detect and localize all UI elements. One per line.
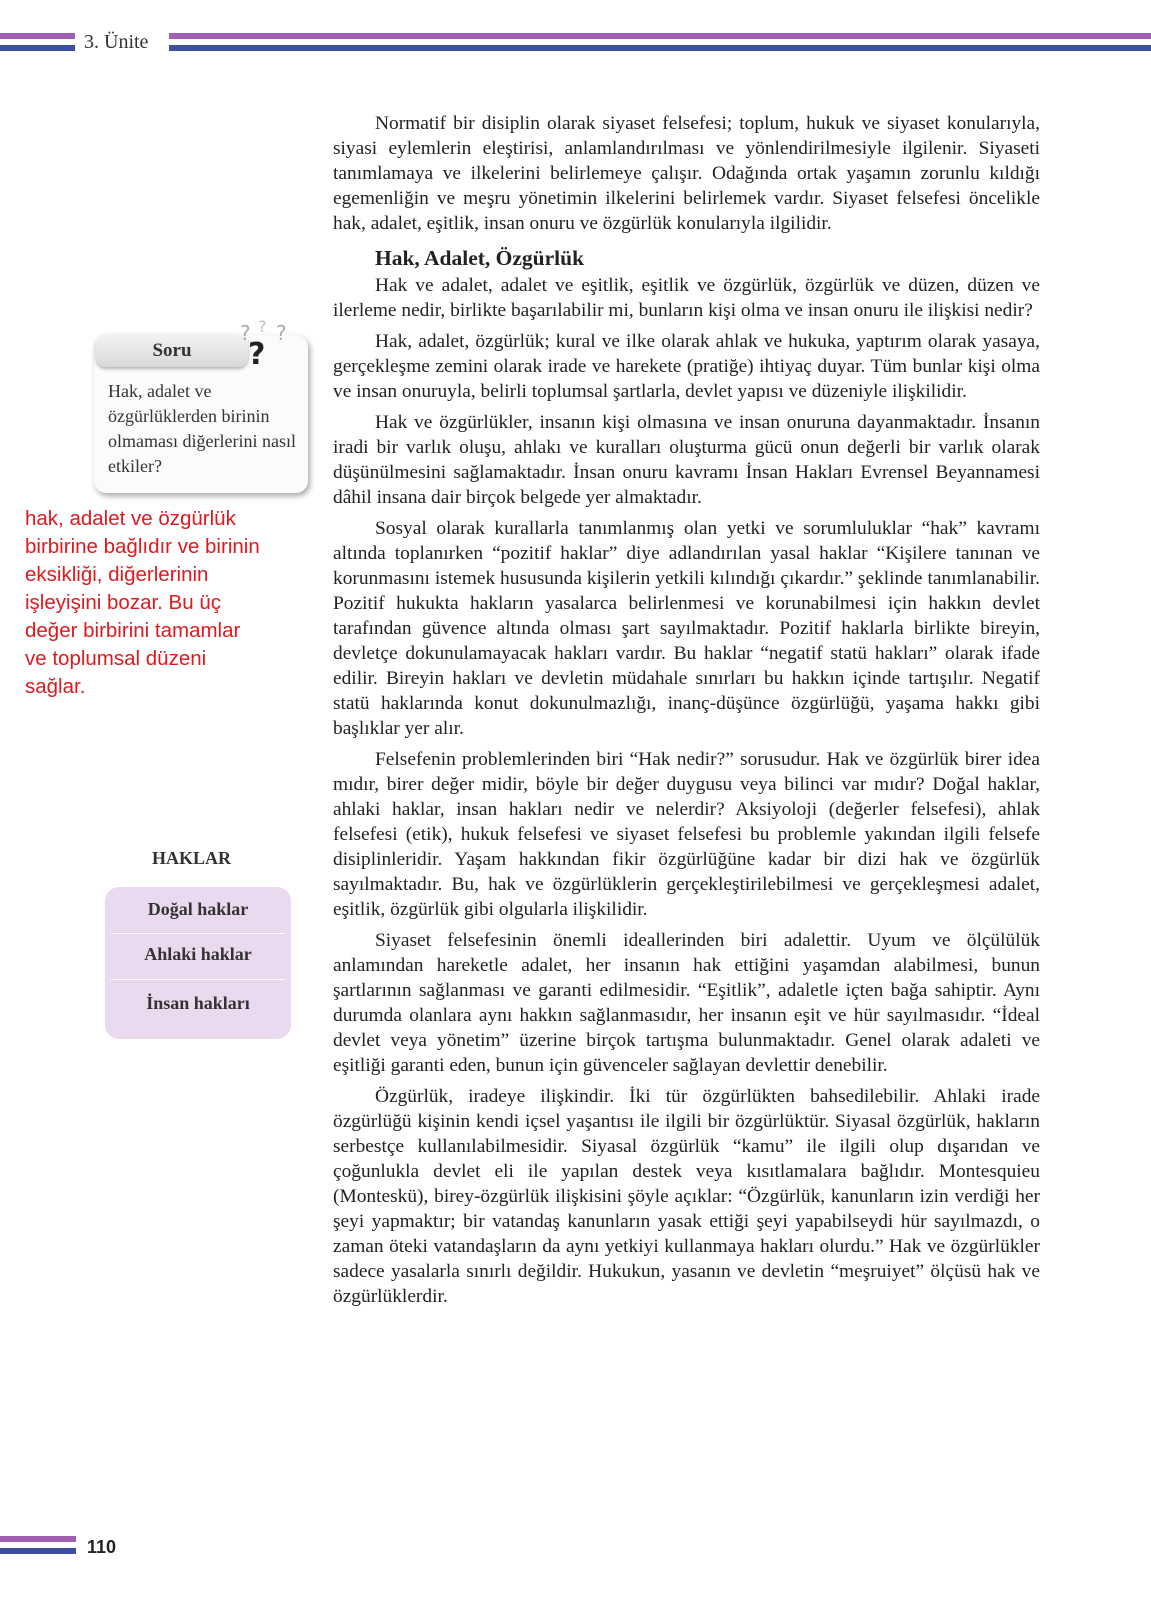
paragraph: Hak, adalet, özgürlük; kural ve ilke olarak ahlak ve hukuka, yaptırım olarak yasaya, gerçekleşme zemini olarak irade ve harekete (pratiğe) ihtiyaç duyar. Tüm bunlar kişi olma ve insan onuruyla, belirli toplumsal şartlarla, devlet yapısı ve düzeniyle ilişkilidir. <box>333 331 1040 402</box>
unit-label: 3. Ünite <box>84 31 149 53</box>
svg-text:?: ? <box>240 321 251 345</box>
header-stripe-right-blue <box>169 45 1151 51</box>
footer-stripe-purple <box>0 1536 76 1542</box>
question-marks-icon <box>238 318 308 378</box>
rights-item: Doğal haklar <box>147 899 249 919</box>
paragraph: Felsefenin problemlerinden biri “Hak nedir?” sorusudur. Hak ve özgürlük birer idea mıdır, birer değer midir, böyle bir değer duygusu veya bilinci var mıdır? Doğal haklar, ahlaki haklar, insan hakları nedir ve nelerdir? Aksiyoloji (değerler felsefesi), ahlak felsefesi (etik), hukuk felsefesi ve siyaset felsefesi bu problemle yakından ilgili felsefe disiplinleridir. Yaşam hakkından fikir özgürlüğüne kadar bir dizi hak ve özgürlük sayılmaktadır. Bu, hak ve özgürlüklerin gerçekleştirilebilmesi ve gerçekleşmesi adalet, eşitlik, özgürlük gibi olgularla ilişkilidir. <box>333 749 1040 920</box>
answer-note: hak, adalet ve özgürlük birbirine bağlıdır ve birinin eksikliği, diğerlerinin işleyişini bozar. Bu üç değer birbirini tamamlar ve toplumsal düzeni sağlar. <box>25 507 260 698</box>
rights-item: İnsan hakları <box>146 993 250 1013</box>
svg-text:?: ? <box>276 321 287 345</box>
paragraph: Siyaset felsefesinin önemli ideallerinden biri adalettir. Uyum ve ölçülülük anlamından hareketle adalet, her insanın hak ettiğini yaşamdan alabilmesi, bunun şartlarının sağlanması ve garanti edilmesidir. “Eşitlik”, adaletle içten bağa sahiptir. Aynı durumda olanlara aynı hakkın sağlanmasıdır, her insanın eşit ve hür sayılmasıdır. “İdeal devlet veya yönetim” üzerine birçok tartışma bulunmaktadır. Genel olarak adaleti ve eşitliği garanti eden, bunun için güvenceler sağlayan devlettir denebilir. <box>333 930 1040 1076</box>
divider <box>111 979 285 980</box>
paragraph: Sosyal olarak kurallarla tanımlanmış olan yetki ve sorumluluklar “hak” kavramı altında toplanırken “pozitif haklar” diye adlandırılan yasal haklar “Kişilere tanınan ve korunmasını istemek hususunda kişilerin yetkili kılındığı çıkardır.” şeklinde tanımlanabilir. Pozitif hukukta hakların yasalarca belirlenmesi ve korunabilmesi için hakkın devlet tarafından güvence altında olması şart sayılmaktadır. Pozitif haklarla birlikte bireyin, devletçe dokunulamayacak hakları vardır. Bu haklar “negatif statü hakları” olarak ifade edilir. Bireyin hakları ve devletin müdahale sınırları bu hakkın içinde tartışılır. Negatif statü haklarında konut dokunulmazlığı, inanç-düşünce özgürlüğü, yaşama hakkı gibi başlıklar yer alır. <box>333 518 1040 739</box>
section-heading: Hak, Adalet, Özgürlük <box>375 246 585 270</box>
rights-panel-title: HAKLAR <box>152 848 232 868</box>
page-number: 110 <box>87 1537 117 1557</box>
paragraph: Hak ve adalet, adalet ve eşitlik, eşitlik ve özgürlük, özgürlük ve düzen, düzen ve ilerleme nedir, birlikte başarılabilir mi, bunların kişi olma ve insan onuru ile ilişkisi nedir? <box>333 275 1040 321</box>
question-title: Soru <box>96 333 248 367</box>
header-stripe-left-purple <box>0 33 75 39</box>
rights-panel <box>105 887 291 1039</box>
svg-text:?: ? <box>258 318 267 336</box>
header-stripe-right-purple <box>169 33 1151 39</box>
header-stripe-left-blue <box>0 45 75 51</box>
question-text: Hak, adalet ve özgürlüklerden birinin olmaması diğerlerini nasıl etkiler? <box>108 381 296 476</box>
rights-item: Ahlaki haklar <box>144 944 252 964</box>
paragraph: Hak ve özgürlükler, insanın kişi olmasına ve insan onuruna dayanmaktadır. İnsanın iradi bir varlık oluşu, ahlakı ve kuralları oluşturma gücü onun değerli bir varlık olarak düşünülmesini sağlamaktadır. İnsan onuru kavramı İnsan Hakları Evrensel Beyannamesi dâhil insana dair birçok belgede yer almaktadır. <box>333 412 1040 508</box>
divider <box>111 933 285 934</box>
svg-text:?: ? <box>248 337 266 372</box>
intro-paragraph: Normatif bir disiplin olarak siyaset felsefesi; toplum, hukuk ve siyaset konularıyla, siyasi eylemlerin eleştirisi, anlamlandırılması ve yönlendirilmesiyle ilgilenir. Siyaseti tanımlamaya ve ilkelerini belirlemeye çalışır. Odağında ortak yaşamın zorunlu kıldığı egemenliğin ve meşru yönetimin ilkelerini belirlemek vardır. Siyaset felsefesi öncelikle hak, adalet, eşitlik, insan onuru ve özgürlük konularıyla ilgilidir. <box>333 113 1040 234</box>
paragraph: Özgürlük, iradeye ilişkindir. İki tür özgürlükten bahsedilebilir. Ahlaki irade özgürlüğü kişinin kendi içsel yaşantısı ile ilgili bir özgürlüktür. Siyasal özgürlük, hakların serbestçe kullanılabilmesidir. Siyasal özgürlük “kamu” ile ilgili olup dışarıdan ve çoğunlukla devlet eli ile yapılan destek veya kısıtlamalara bağlıdır. Montesquieu (Monteskü), birey-özgürlük ilişkisini şöyle açıklar: “Özgürlük, kanunların izin verdiği her şeyi yapmaktır; bir vatandaş kanunların yasak ettiği şeyi yapabilseydi hür sayılmazdı, o zaman öteki vatandaşların da aynı yetkiyi kullanmaya hakları olurdu.” Hak ve özgürlükler sadece yasalarla sınırlı değildir. Hukukun, yasanın ve devletin “meşruiyet” ölçüsü hak ve özgürlüklerdir. <box>333 1086 1040 1307</box>
footer-stripe-blue <box>0 1548 76 1554</box>
main-text <box>333 111 1040 1315</box>
